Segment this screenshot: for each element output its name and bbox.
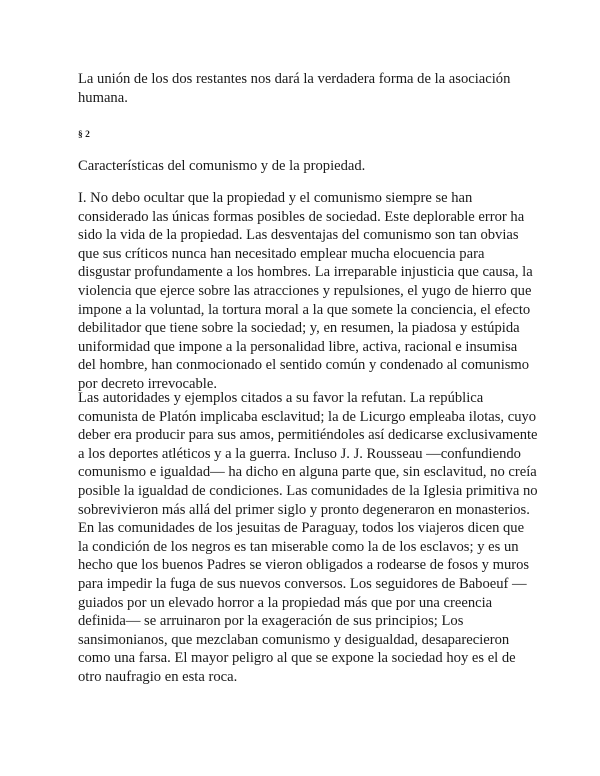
intro-paragraph: La unión de los dos restantes nos dará la verdadera forma de la asociación humana. bbox=[78, 71, 511, 106]
section-title: Características del comunismo y de la propiedad. bbox=[78, 158, 366, 174]
body-paragraph-1: I. No debo ocultar que la propiedad y el comunismo siempre se han considerado las únicas formas posibles de sociedad. Este deplorable error ha sido la vida de la propiedad. Las desventajas del comunismo son tan obvias que sus críticos nunca han necesitado emplear mucha elocuencia para disgustar profundamente a los hombres. La irreparable injusticia que causa, la violencia que ejerce sobre las atracciones y repulsiones, el yugo de hierro que impone a la voluntad, la tortura moral a la que somete la conciencia, el efecto debilitador que tiene sobre la sociedad; y, en resumen, la piadosa y estúpida uniformidad que impone a la personalidad libre, activa, racional e insumisa del hombre, han conmocionado el sentido común y condenado al comunismo por decreto irrevocable. bbox=[78, 190, 533, 392]
section-marker: § 2 bbox=[78, 130, 90, 140]
body-paragraph-2: Las autoridades y ejemplos citados a su favor la refutan. La república comunista de Platón implicaba esclavitud; la de Licurgo empleaba ilotas, cuyo deber era producir para sus amos, permitiéndoles así dedicarse exclusivamente a los deportes atléticos y a la guerra. Incluso J. J. Rousseau —confundiendo comunismo e igualdad— ha dicho en alguna parte que, sin esclavitud, no creía posible la igualdad de condiciones. Las comunidades de la Iglesia primitiva no sobrevivieron más allá del primer siglo y pronto degeneraron en monasterios. En las comunidades de los jesuitas de Paraguay, todos los viajeros dicen que la condición de los negros es tan miserable como la de los esclavos; y es un hecho que los buenos Padres se vieron obligados a rodearse de fosos y muros para impedir la fuga de sus nuevos conversos. Los seguidores de Baboeuf —guiados por un elevado horror a la propiedad más que por una creencia definida— se arruinaron por la exageración de sus principios; Los sansimonianos, que mezclaban comunismo y desigualdad, desaparecieron como una farsa. El mayor peligro al que se expone la sociedad hoy es el de otro naufragio en esta roca. bbox=[78, 390, 538, 685]
